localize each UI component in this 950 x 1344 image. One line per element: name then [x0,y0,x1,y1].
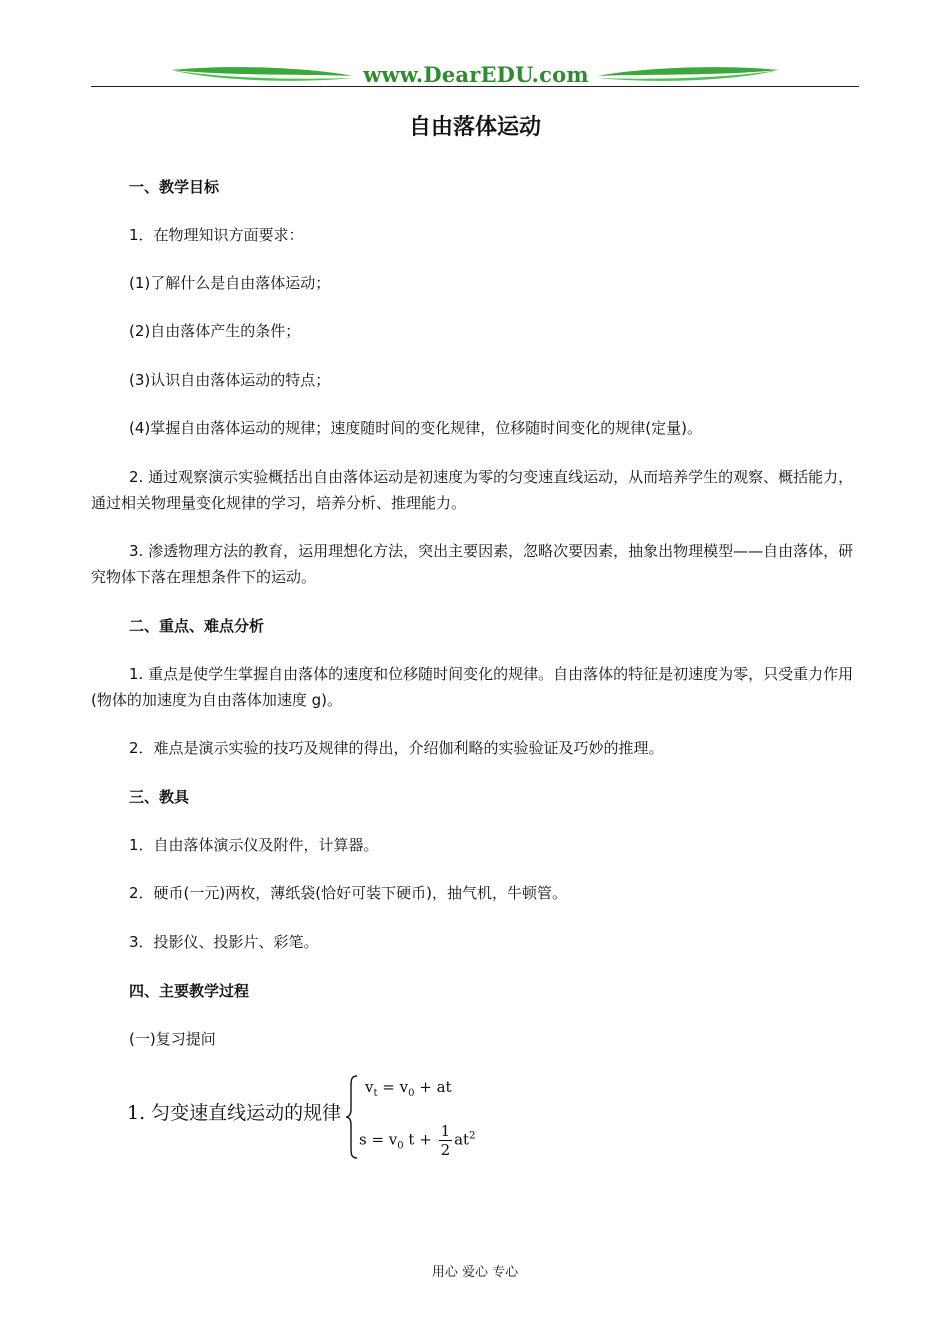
paragraph: 1．自由落体演示仪及附件，计算器。 [129,836,379,854]
paragraph: (一)复习提问 [129,1030,216,1048]
kinematics-formula [127,1072,547,1164]
section-heading-process: 四、主要教学过程 [129,982,250,1000]
page-title: 自由落体运动 [408,115,541,140]
paragraph: (3)认识自由落体运动的特点； [129,371,331,389]
section-heading-key-points: 二、重点、难点分析 [129,617,265,635]
paragraph: 2．硬币(一元)两枚，薄纸袋(恰好可装下硬币)，抽气机，牛顿管。 [129,884,567,902]
section-heading-objectives: 一、教学目标 [129,178,220,196]
site-logo-text: www.DearEDU.com [363,62,589,87]
paragraph: 3. 渗透物理方法的教育，运用理想化方法，突出主要因素，忽略次要因素，抽象出物理模型——自由落体，研究物体下落在理想条件下的运动。 [91,542,854,586]
formula-lead-text: 1. 匀变速直线运动的规律 [127,1102,342,1124]
paragraph: 1．在物理知识方面要求： [129,226,304,244]
paragraph: 2. 通过观察演示实验概括出自由落体运动是初速度为零的匀变速直线运动，从而培养学生的观察、概括能力，通过相关物理量变化规律的学习，培养分析、推理能力。 [91,468,854,512]
paragraph: 3．投影仪、投影片、彩笔。 [129,933,319,951]
velocity-equation: $v_t = v_0$ + at [365,1078,452,1099]
paragraph: (2)自由落体产生的条件； [129,322,301,340]
paragraph: 2．难点是演示实验的技巧及规律的得出，介绍伽利略的实验验证及巧妙的推理。 [129,739,664,757]
paragraph: (1)了解什么是自由落体运动； [129,274,331,292]
fraction-one-half: $\frac{1}{2}$ [440,1122,451,1159]
page-footer: 用心 爱心 专心 [431,1265,519,1280]
page-header [91,60,859,90]
section-heading-teaching-aids: 三、教具 [129,788,190,806]
paragraph: (4)掌握自由落体运动的规律；速度随时间的变化规律，位移随时间变化的规律(定量)。 [129,419,702,437]
paragraph: 1. 重点是使学生掌握自由落体的速度和位移随时间变化的规律。自由落体的特征是初速度为零，只受重力作用(物体的加速度为自由落体加速度 g)。 [91,665,854,709]
displacement-equation: $s = v_0$ t + $\frac{1}{2}$ $at^2$ [359,1122,476,1159]
left-brace-icon [345,1074,359,1160]
